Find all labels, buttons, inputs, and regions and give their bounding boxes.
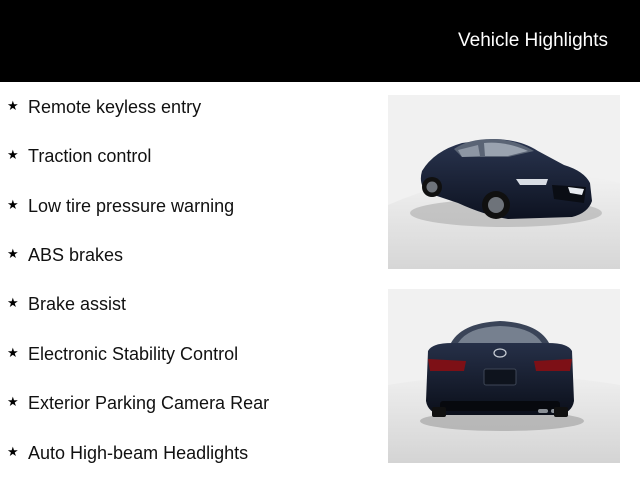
feature-label: Exterior Parking Camera Rear <box>28 393 270 413</box>
feature-item <box>0 291 380 317</box>
feature-label: Brake assist <box>28 294 127 314</box>
feature-item <box>0 390 380 416</box>
feature-item <box>0 242 380 268</box>
feature-item <box>0 440 380 466</box>
feature-label: Auto High-beam Headlights <box>28 443 249 463</box>
page-title: Vehicle Highlights <box>458 30 608 51</box>
feature-item <box>0 143 380 169</box>
star-icon: ★ <box>7 98 19 113</box>
star-icon: ★ <box>7 394 19 409</box>
car-front-photo <box>388 95 620 269</box>
feature-label: Low tire pressure warning <box>28 196 235 216</box>
car-rear-photo <box>388 289 620 463</box>
feature-item <box>0 94 380 120</box>
header-bar <box>0 0 640 82</box>
car-rear-icon <box>388 289 620 463</box>
feature-label: Traction control <box>28 146 152 166</box>
car-front-quarter-icon <box>388 95 620 269</box>
star-icon: ★ <box>7 345 19 360</box>
star-icon: ★ <box>7 147 19 162</box>
star-icon: ★ <box>7 295 19 310</box>
feature-label: Remote keyless entry <box>28 97 202 117</box>
feature-label: ABS brakes <box>28 245 124 265</box>
feature-item <box>0 193 380 219</box>
feature-item <box>0 341 380 367</box>
star-icon: ★ <box>7 246 19 261</box>
star-icon: ★ <box>7 444 19 459</box>
feature-label: Electronic Stability Control <box>28 344 239 364</box>
star-icon: ★ <box>7 197 19 212</box>
